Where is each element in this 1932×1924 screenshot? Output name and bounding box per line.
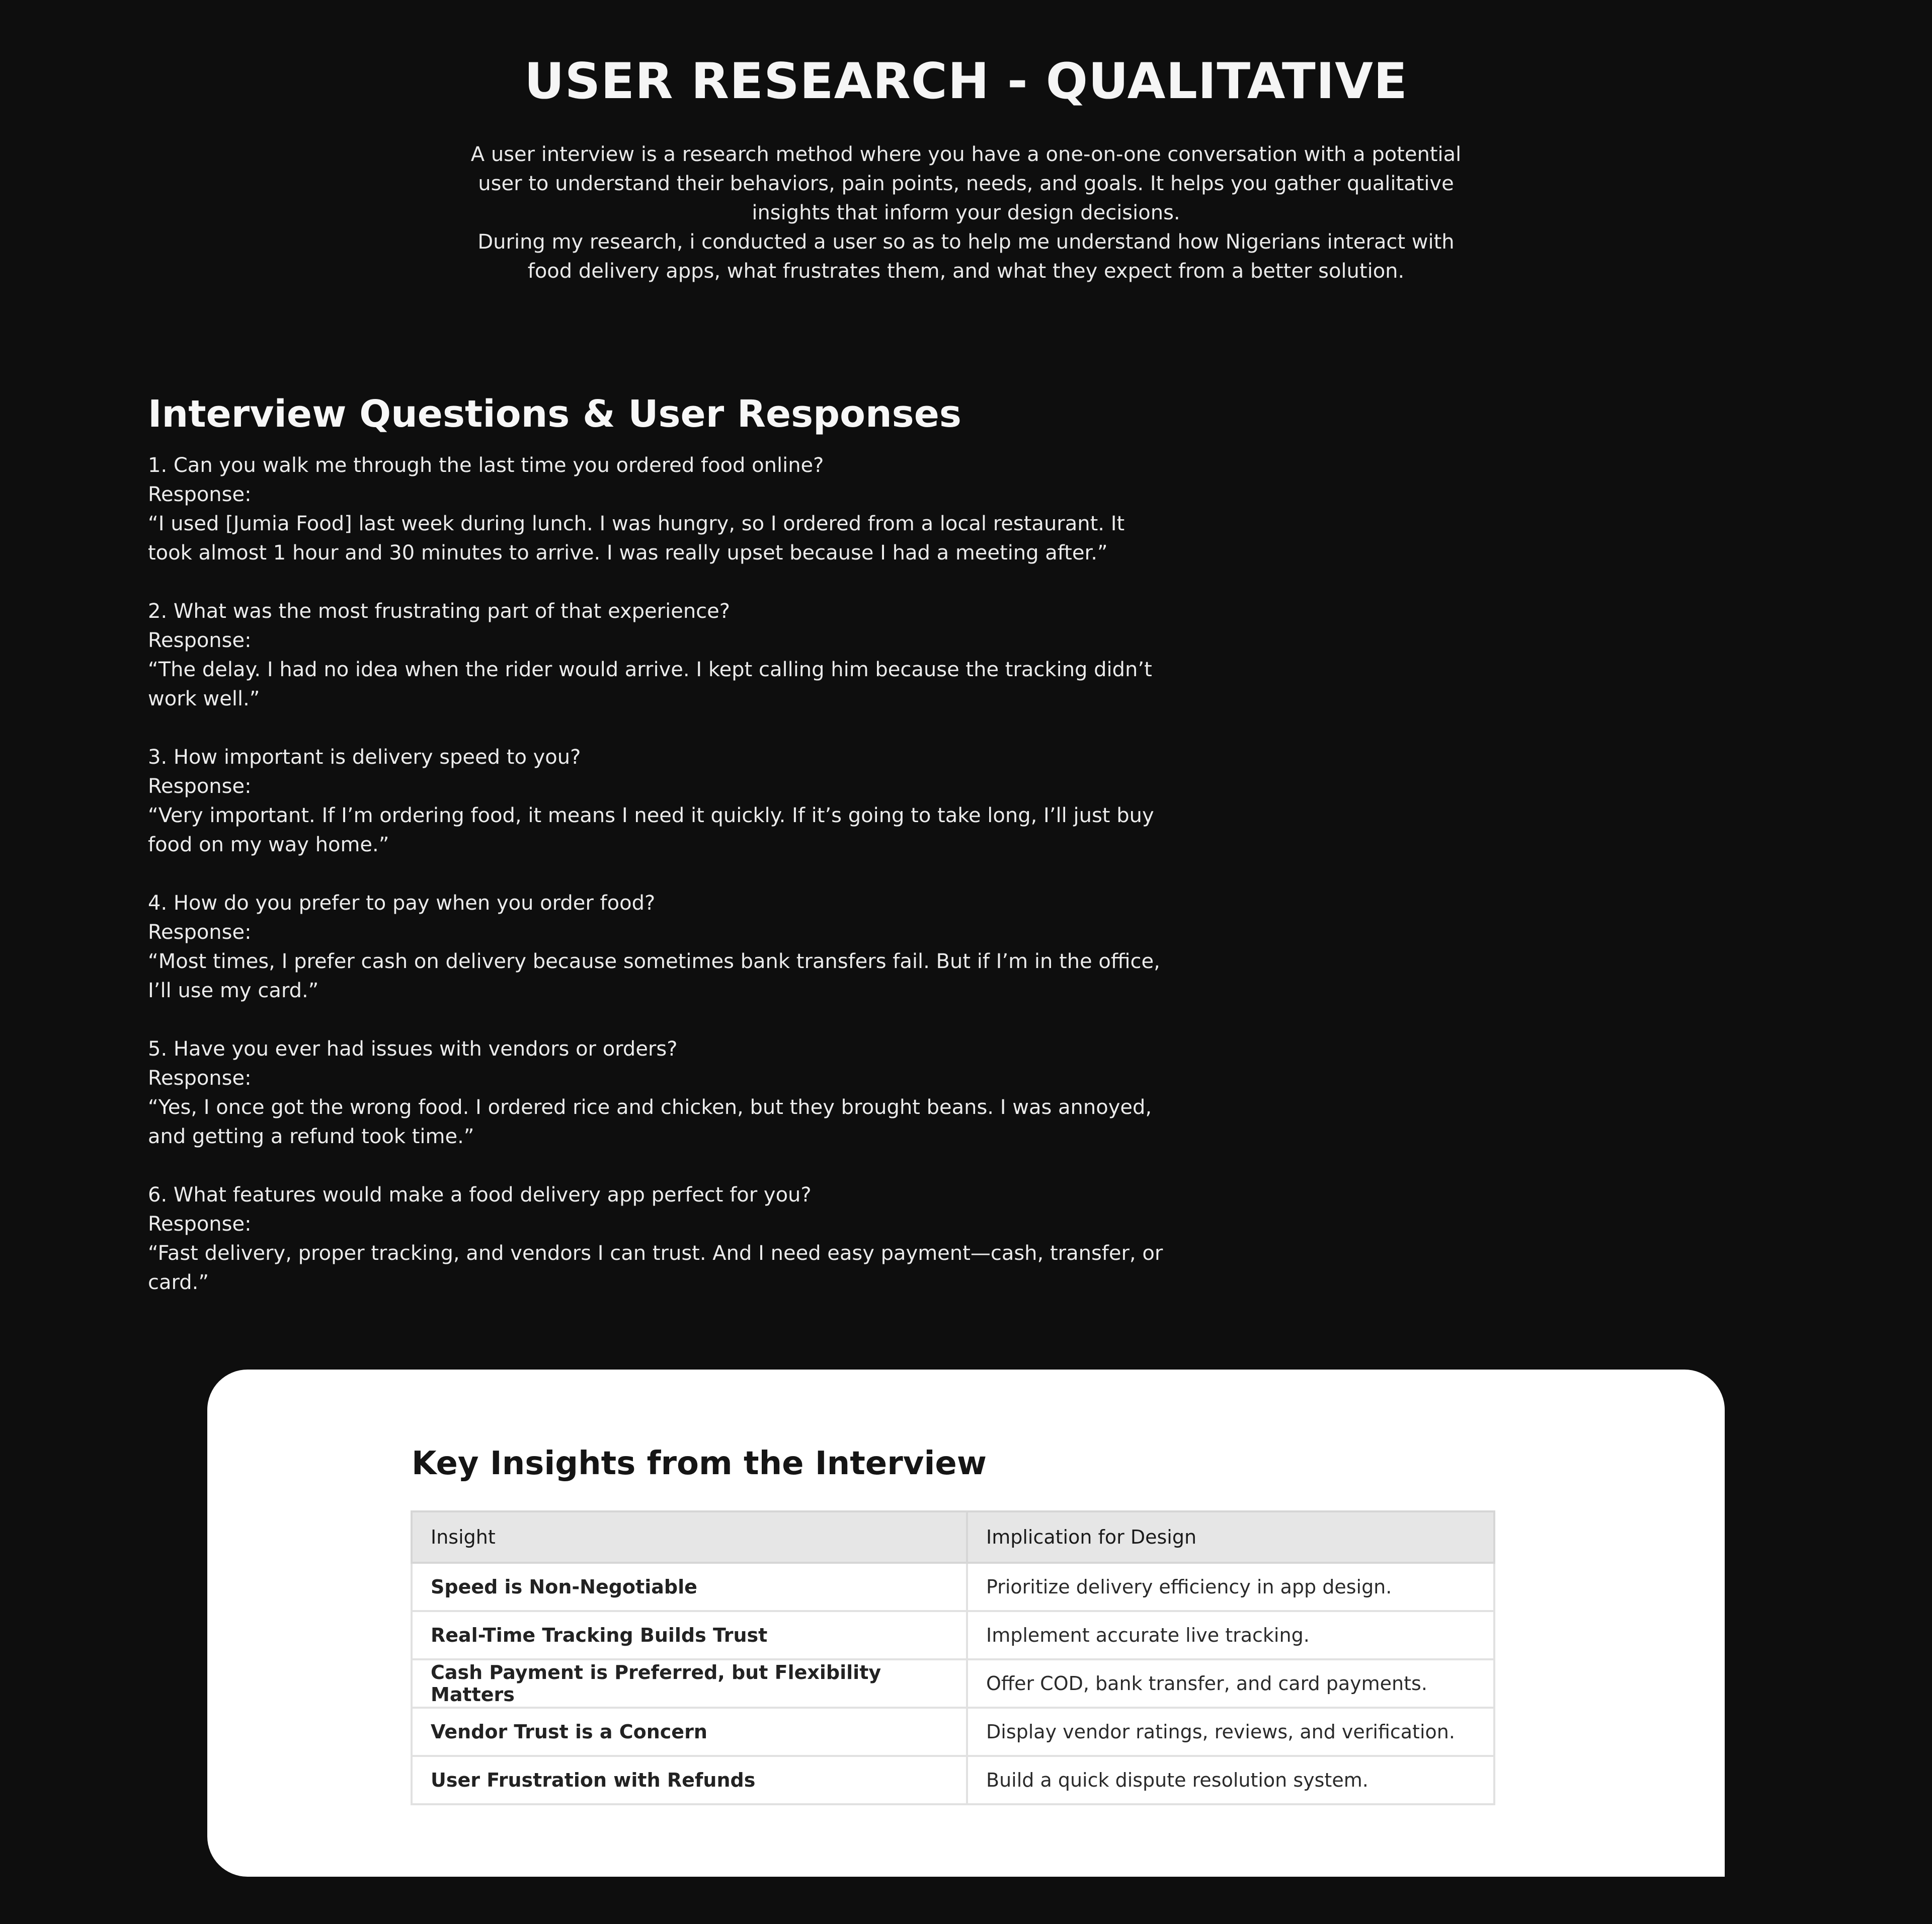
insight-cell: Real-Time Tracking Builds Trust — [412, 1611, 967, 1659]
interview-heading: Interview Questions & User Responses — [148, 392, 961, 436]
table-header-row — [412, 1511, 1494, 1563]
insights-title: Key Insights from the Interview — [412, 1445, 987, 1482]
response-label: Response: — [148, 483, 252, 506]
insight-cell: Speed is Non-Negotiable — [412, 1563, 967, 1611]
question-text: 3. How important is delivery speed to you? — [148, 746, 581, 769]
question-text: 5. Have you ever had issues with vendors or orders? — [148, 1037, 678, 1061]
insight-cell: Cash Payment is Preferred, but Flexibility Matters — [412, 1659, 967, 1708]
answer-text: “Most times, I prefer cash on delivery because sometimes bank transfers fail. But if I’m in the office, I’ll use my card.” — [148, 950, 1160, 1002]
answer-text: “Fast delivery, proper tracking, and vendors I can trust. And I need easy payment—cash, transfer, or card.” — [148, 1242, 1163, 1294]
response-label: Response: — [148, 921, 252, 944]
table-row — [412, 1756, 1494, 1804]
response-label: Response: — [148, 775, 252, 798]
qa-item — [148, 889, 1164, 1005]
implication-cell: Offer COD, bank transfer, and card payments. — [967, 1659, 1494, 1708]
interview-list — [148, 451, 1164, 1326]
qa-item — [148, 743, 1164, 859]
table-row — [412, 1659, 1494, 1708]
insights-table — [411, 1510, 1495, 1805]
question-text: 4. How do you prefer to pay when you order food? — [148, 892, 656, 915]
question-text: 2. What was the most frustrating part of that experience? — [148, 600, 731, 623]
qa-item — [148, 1180, 1164, 1297]
qa-item — [148, 597, 1164, 713]
implication-cell: Build a quick dispute resolution system. — [967, 1756, 1494, 1804]
table-row — [412, 1611, 1494, 1659]
insight-cell: User Frustration with Refunds — [412, 1756, 967, 1804]
response-label: Response: — [148, 629, 252, 652]
qa-item — [148, 451, 1164, 568]
answer-text: “The delay. I had no idea when the rider would arrive. I kept calling him because the tracking didn’t work well.” — [148, 658, 1152, 710]
intro-text — [463, 140, 1469, 286]
table-row — [412, 1708, 1494, 1756]
answer-text: “I used [Jumia Food] last week during lunch. I was hungry, so I ordered from a local restaurant. It took almost 1 hour and 30 minutes to arrive. I was really upset because I had a meeting after.” — [148, 512, 1125, 565]
response-label: Response: — [148, 1213, 252, 1236]
qa-item — [148, 1034, 1164, 1151]
insights-card — [207, 1370, 1725, 1877]
insight-cell: Vendor Trust is a Concern — [412, 1708, 967, 1756]
table-row — [412, 1563, 1494, 1611]
column-header-implication: Implication for Design — [967, 1511, 1494, 1563]
answer-text: “Very important. If I’m ordering food, it means I need it quickly. If it’s going to take long, I’ll just buy food on my way home.” — [148, 804, 1154, 856]
column-header-insight: Insight — [412, 1511, 967, 1563]
page-title: USER RESEARCH - QUALITATIVE — [524, 53, 1408, 110]
question-text: 6. What features would make a food delivery app perfect for you? — [148, 1183, 812, 1207]
implication-cell: Prioritize delivery efficiency in app design. — [967, 1563, 1494, 1611]
response-label: Response: — [148, 1067, 252, 1090]
answer-text: “Yes, I once got the wrong food. I ordered rice and chicken, but they brought beans. I was annoyed, and getting a refund took time.” — [148, 1096, 1152, 1148]
intro-paragraph: During my research, i conducted a user so as to help me understand how Nigerians interact with food delivery apps, what frustrates them, and what they expect from a better solution. — [477, 230, 1455, 283]
intro-paragraph: A user interview is a research method where you have a one-on-one conversation with a potential user to understand their behaviors, pain points, needs, and goals. It helps you gather qualitative insights that inform your design decisions. — [470, 143, 1462, 224]
implication-cell: Display vendor ratings, reviews, and verification. — [967, 1708, 1494, 1756]
implication-cell: Implement accurate live tracking. — [967, 1611, 1494, 1659]
question-text: 1. Can you walk me through the last time you ordered food online? — [148, 454, 824, 477]
